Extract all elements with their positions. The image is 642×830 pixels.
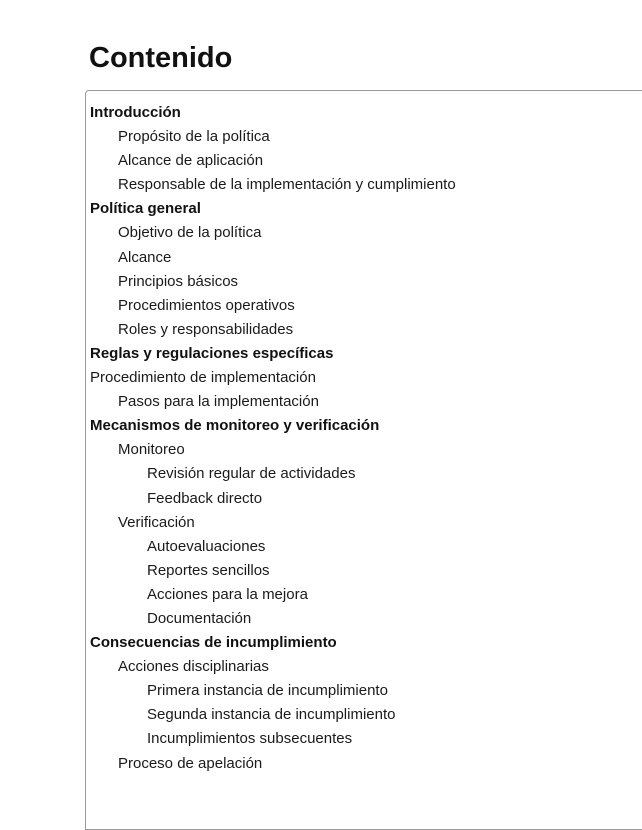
toc-item[interactable]: Alcance de aplicación [118, 152, 264, 170]
toc-list [86, 91, 642, 776]
toc-item[interactable]: Política general [90, 200, 201, 218]
toc-item[interactable]: Acciones disciplinarias [118, 658, 269, 676]
toc-item[interactable]: Objetivo de la política [118, 224, 262, 242]
toc-item[interactable]: Principios básicos [118, 272, 239, 290]
toc-item[interactable]: Alcance [118, 248, 172, 266]
table-of-contents [85, 90, 642, 830]
toc-item[interactable]: Reglas y regulaciones específicas [90, 344, 334, 362]
toc-item[interactable]: Introducción [90, 104, 181, 121]
toc-item[interactable]: Acciones para la mejora [147, 585, 308, 603]
toc-item[interactable]: Documentación [147, 609, 252, 627]
toc-item[interactable]: Propósito de la política [118, 128, 270, 146]
toc-item[interactable]: Revisión regular de actividades [147, 465, 356, 483]
toc-item[interactable]: Incumplimientos subsecuentes [147, 730, 353, 748]
toc-item[interactable]: Primera instancia de incumplimiento [147, 682, 388, 700]
toc-item[interactable]: Mecanismos de monitoreo y verificación [90, 417, 380, 435]
toc-item[interactable]: Procedimiento de implementación [90, 369, 316, 387]
toc-item[interactable]: Feedback directo [147, 489, 263, 507]
toc-item[interactable]: Roles y responsabilidades [118, 320, 294, 338]
toc-item[interactable]: Autoevaluaciones [147, 537, 266, 555]
toc-item[interactable]: Monitoreo [118, 441, 185, 459]
toc-item[interactable]: Proceso de apelación [118, 754, 263, 772]
toc-item[interactable]: Segunda instancia de incumplimiento [147, 706, 396, 724]
toc-item[interactable]: Procedimientos operativos [118, 296, 295, 314]
toc-item[interactable]: Reportes sencillos [147, 561, 270, 579]
toc-item[interactable]: Verificación [118, 513, 195, 531]
toc-item[interactable]: Responsable de la implementación y cumplimiento [118, 176, 456, 194]
page-title: Contenido [89, 42, 233, 74]
toc-item[interactable]: Pasos para la implementación [118, 393, 319, 411]
toc-item[interactable]: Consecuencias de incumplimiento [90, 634, 337, 652]
